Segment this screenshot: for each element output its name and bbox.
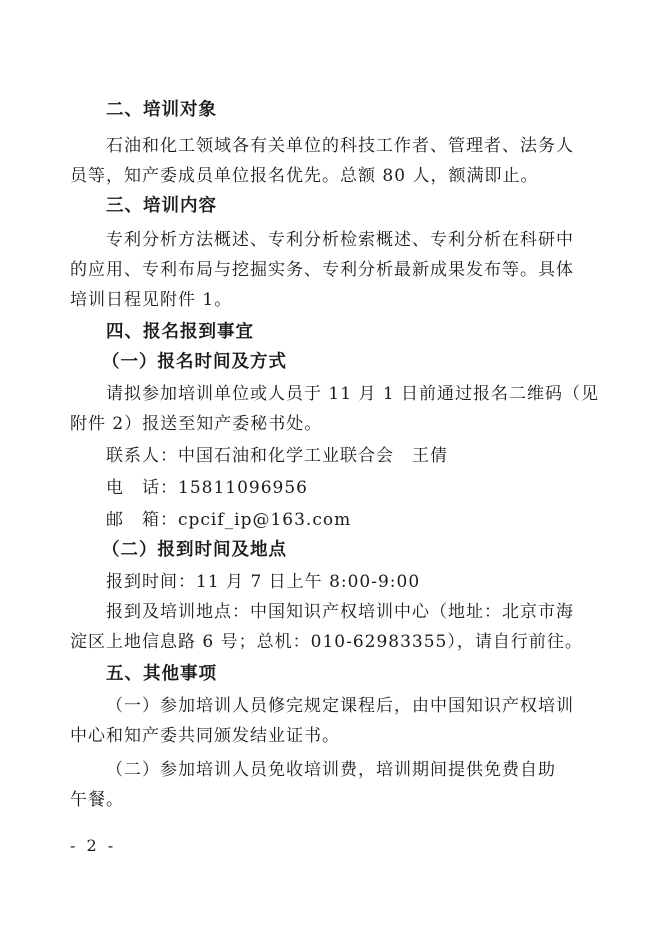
section-2-text-line-2: 员等，知产委成员单位报名优先。总额 80 人，额满即止。 bbox=[70, 166, 539, 186]
section-3-text-line-1: 专利分析方法概述、专利分析检索概述、专利分析在科研中 bbox=[106, 230, 574, 250]
section-4-sub-1-heading: （一）报名时间及方式 bbox=[102, 352, 287, 372]
venue-text-line-2: 淀区上地信息路 6 号；总机：010-62983355），请自行前往。 bbox=[70, 632, 583, 652]
registration-text-line-2: 附件 2）报送至知产委秘书处。 bbox=[70, 414, 323, 434]
page-number: - 2 - bbox=[70, 836, 117, 855]
section-5-heading: 五、其他事项 bbox=[106, 664, 217, 684]
other-item-1-line-1: （一）参加培训人员修完规定课程后，由中国知识产权培训 bbox=[106, 696, 574, 716]
contact-email: 邮 箱：cpcif_ip@163.com bbox=[106, 510, 352, 530]
other-item-2-line-2: 午餐。 bbox=[70, 790, 124, 810]
section-2-text-line-1: 石油和化工领域各有关单位的科技工作者、管理者、法务人 bbox=[106, 136, 574, 156]
other-item-1-line-2: 中心和知产委共同颁发结业证书。 bbox=[70, 726, 340, 746]
section-4-heading: 四、报名报到事宜 bbox=[106, 322, 254, 342]
section-2-heading: 二、培训对象 bbox=[106, 100, 217, 120]
check-in-time: 报到时间：11 月 7 日上午 8:00-9:00 bbox=[106, 572, 421, 592]
contact-phone: 电 话：15811096956 bbox=[106, 478, 308, 498]
contact-person: 联系人：中国石油和化学工业联合会 王倩 bbox=[106, 446, 448, 466]
section-3-text-line-2: 的应用、专利布局与挖掘实务、专利分析最新成果发布等。具体 bbox=[70, 260, 574, 280]
venue-text-line-1: 报到及培训地点：中国知识产权培训中心（地址：北京市海 bbox=[106, 602, 574, 622]
section-3-heading: 三、培训内容 bbox=[106, 196, 217, 216]
registration-text-line-1: 请拟参加培训单位或人员于 11 月 1 日前通过报名二维码（见 bbox=[106, 384, 600, 404]
section-3-text-line-3: 培训日程见附件 1。 bbox=[70, 290, 233, 310]
section-4-sub-2-heading: （二）报到时间及地点 bbox=[102, 540, 287, 560]
other-item-2-line-1: （二）参加培训人员免收培训费，培训期间提供免费自助 bbox=[106, 760, 556, 780]
